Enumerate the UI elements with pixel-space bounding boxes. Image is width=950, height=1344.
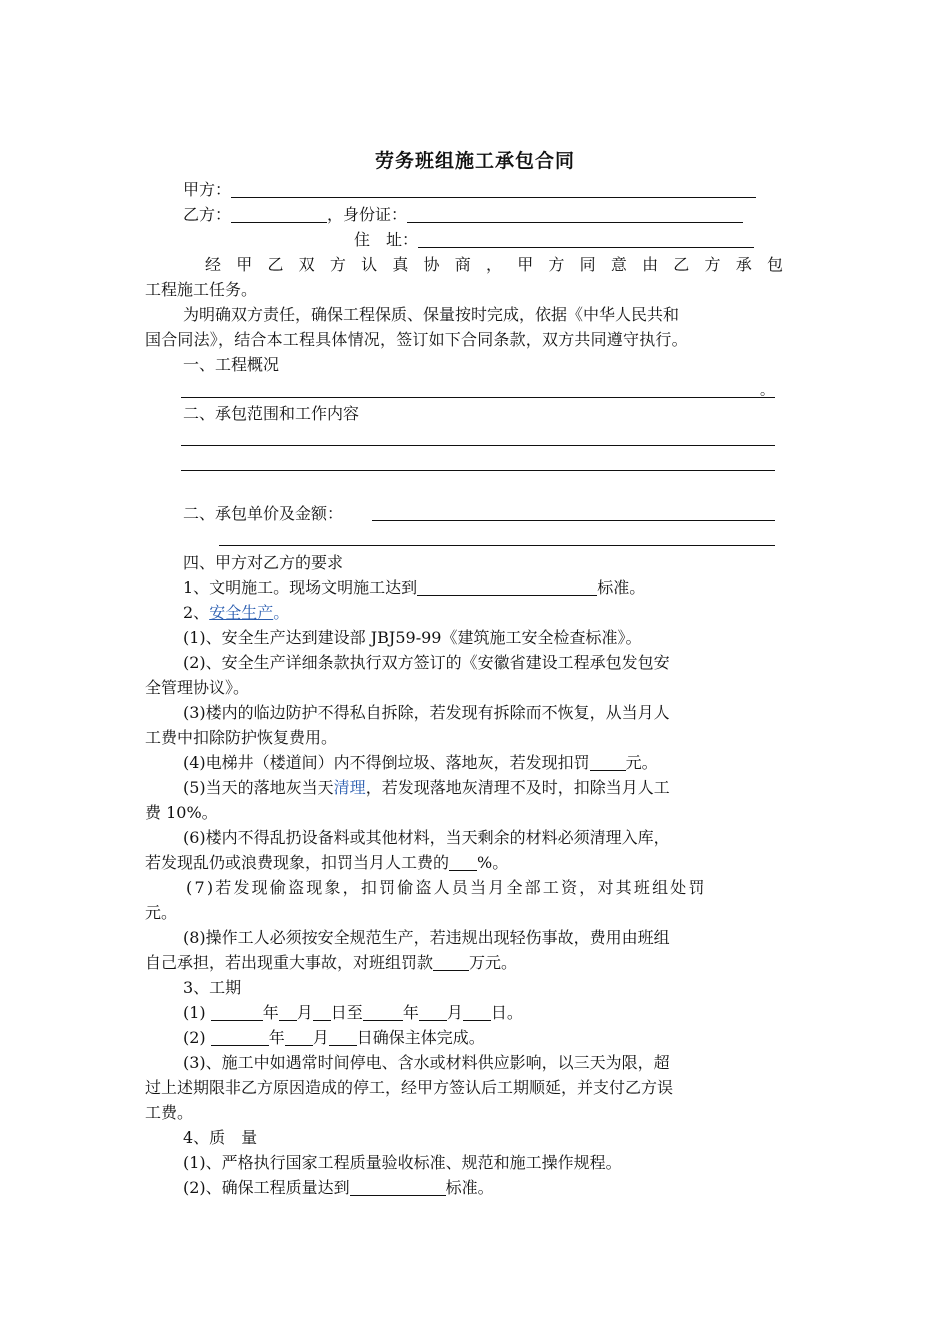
intro-char: 方 (704, 255, 721, 274)
safety-item-4-suffix: 元。 (625, 753, 658, 772)
intro-char: 认 (361, 255, 378, 274)
safety-item-4 (183, 753, 658, 773)
id-number-blank[interactable] (407, 206, 743, 223)
safety-item-6a: (6)楼内不得乱扔设备料或其他材料，当天剩余的材料必须清理入库， (183, 828, 670, 847)
start-year-blank[interactable] (211, 1004, 263, 1021)
section-2-heading: 二、承包范围和工作内容 (183, 404, 360, 423)
safety-item-8a: (8)操作工人必须按安全规范生产，若违规出现轻伤事故，费用由班组 (183, 928, 670, 947)
safety-item-6-suffix: %。 (477, 853, 509, 872)
party-a-line (183, 180, 756, 200)
year-label: 年 (262, 1003, 279, 1022)
end-day-blank[interactable] (463, 1004, 491, 1021)
period-item-2-number: (2) (183, 1028, 206, 1047)
intro-char: 双 (298, 255, 315, 274)
year-label: 年 (402, 1003, 419, 1022)
intro-char: 经 (205, 255, 222, 274)
intro-char: 真 (392, 255, 409, 274)
quality-item-2 (183, 1178, 494, 1198)
safety-item-4-text: (4)电梯井（楼道间）内不得倒垃圾、落地灰，若发现扣罚 (183, 753, 590, 772)
waste-fine-percent-blank[interactable] (449, 854, 477, 871)
cleanup-link[interactable]: 清理 (333, 778, 366, 797)
elevator-fine-blank[interactable] (590, 754, 626, 771)
period-item-2 (183, 1028, 485, 1048)
safety-item-5-text: (5)当天的落地灰当天 (183, 778, 334, 797)
section-2-blank-2[interactable] (181, 470, 775, 471)
page-title: 劳务班组施工承包合同 (374, 150, 575, 172)
quality-item-2-text: (2)、确保工程质量达到 (183, 1178, 350, 1197)
main-year-blank[interactable] (211, 1029, 269, 1046)
requirement-2-period: 。 (273, 603, 290, 622)
requirement-2 (183, 603, 289, 623)
intro-char: 包 (766, 255, 783, 274)
period-item-3b: 过上述期限非乙方原因造成的停工，经甲方签认后工期顺延，并支付乙方误 (145, 1078, 674, 1097)
party-a-blank[interactable] (231, 181, 756, 198)
quality-standard-blank[interactable] (350, 1179, 446, 1196)
quality-item-1: (1)、严格执行国家工程质量验收标准、规范和施工操作规程。 (183, 1153, 622, 1172)
intro-char: 乙 (267, 255, 284, 274)
safety-item-2a: (2)、安全生产详细条款执行双方签订的《安徽省建设工程承包发包安 (183, 653, 670, 672)
end-month-blank[interactable] (419, 1004, 447, 1021)
section-3-blank-2[interactable] (219, 545, 775, 546)
main-day-blank[interactable] (329, 1029, 357, 1046)
safety-item-6b (145, 853, 508, 873)
period-item-1 (183, 1003, 523, 1023)
safety-item-5-rest: ，若发现落地灰清理不及时，扣除当月人工 (365, 778, 670, 797)
main-month-blank[interactable] (285, 1029, 313, 1046)
period-heading: 3、工期 (183, 978, 242, 997)
start-day-blank[interactable] (313, 1004, 331, 1021)
period-item-3a: (3)、施工中如遇常时间停电、含水或材料供应影响，以三天为限，超 (183, 1053, 670, 1072)
section-1-heading: 一、工程概况 (183, 355, 280, 374)
intro-char: ， (485, 255, 502, 274)
intro-char: 方 (329, 255, 346, 274)
section-3-line (183, 504, 343, 524)
safety-item-1: (1)、安全生产达到建设部 JBJ59-99《建筑施工安全检查标准》。 (183, 628, 642, 647)
intro-char: 由 (642, 255, 659, 274)
period-item-3c: 工费。 (145, 1103, 194, 1122)
party-b-label: 乙方： (183, 205, 232, 224)
intro-char: 承 (735, 255, 752, 274)
id-label: ，身份证： (327, 205, 408, 224)
party-b-line (183, 205, 743, 225)
month-label: 月 (312, 1028, 329, 1047)
safety-item-6-text: 若发现乱仍或浪费现象，扣罚当月人工费的 (145, 853, 450, 872)
start-month-blank[interactable] (279, 1004, 297, 1021)
year-label: 年 (268, 1028, 285, 1047)
requirement-1-suffix: 标准。 (597, 578, 646, 597)
safety-item-8-suffix: 万元。 (469, 953, 518, 972)
intro-char: 同 (579, 255, 596, 274)
section-3-heading: 二、承包单价及金额： (183, 504, 344, 523)
safety-item-8b (145, 953, 517, 973)
safety-production-link[interactable]: 安全生产 (209, 603, 274, 622)
party-b-name-blank[interactable] (231, 206, 327, 223)
to-label: 日至 (330, 1003, 363, 1022)
major-accident-fine-blank[interactable] (433, 954, 469, 971)
safety-item-2b: 全管理协议》。 (145, 678, 250, 697)
period-item-1-number: (1) (183, 1003, 206, 1022)
party-a-label: 甲方： (183, 180, 232, 199)
section-4-heading: 四、甲方对乙方的要求 (183, 553, 344, 572)
intro-char: 商 (454, 255, 471, 274)
intro-char: 乙 (673, 255, 690, 274)
intro-char: 甲 (517, 255, 534, 274)
safety-item-7a: (7)若发现偷盗现象，扣罚偷盗人员当月全部工资，对其班组处罚 (186, 878, 707, 897)
section-1-blank[interactable] (181, 397, 775, 398)
month-label: 月 (446, 1003, 463, 1022)
quality-heading: 4、质 量 (183, 1128, 258, 1147)
intro-char: 协 (423, 255, 440, 274)
safety-item-5 (183, 778, 670, 798)
intro-line-4: 国合同法》，结合本工程具体情况，签订如下合同条款，双方共同遵守执行。 (145, 330, 688, 349)
intro-char: 方 (548, 255, 565, 274)
intro-line-3: 为明确双方责任，确保工程保质、保量按时完成，依据《中华人民共和 (183, 305, 680, 324)
safety-item-5b: 费 10%。 (145, 803, 218, 822)
end-day-label: 日。 (490, 1003, 523, 1022)
intro-char: 意 (610, 255, 627, 274)
address-blank[interactable] (418, 231, 754, 248)
end-year-blank[interactable] (363, 1004, 403, 1021)
intro-line-1 (205, 255, 783, 275)
requirement-1-text: 1、文明施工。现场文明施工达到 (183, 578, 418, 597)
section-2-blank-1[interactable] (181, 445, 775, 446)
civilized-standard-blank[interactable] (417, 579, 597, 596)
address-line (354, 230, 754, 250)
section-3-blank-1[interactable] (372, 520, 775, 521)
month-label: 月 (296, 1003, 313, 1022)
quality-item-2-suffix: 标准。 (445, 1178, 494, 1197)
safety-item-3b: 工费中扣除防护恢复费用。 (145, 728, 338, 747)
requirement-1 (183, 578, 645, 598)
intro-line-2: 工程施工任务。 (145, 280, 258, 299)
requirement-2-number: 2、 (183, 603, 210, 622)
safety-item-8-text: 自己承担，若出现重大事故，对班组罚款 (145, 953, 434, 972)
intro-char: 甲 (236, 255, 253, 274)
main-completion-label: 日确保主体完成。 (356, 1028, 485, 1047)
address-label: 住 址： (354, 230, 419, 249)
safety-item-3a: (3)楼内的临边防护不得私自拆除，若发现有拆除而不恢复，从当月人 (183, 703, 670, 722)
safety-item-7b: 元。 (145, 903, 178, 922)
section-1-period: 。 (760, 383, 774, 399)
